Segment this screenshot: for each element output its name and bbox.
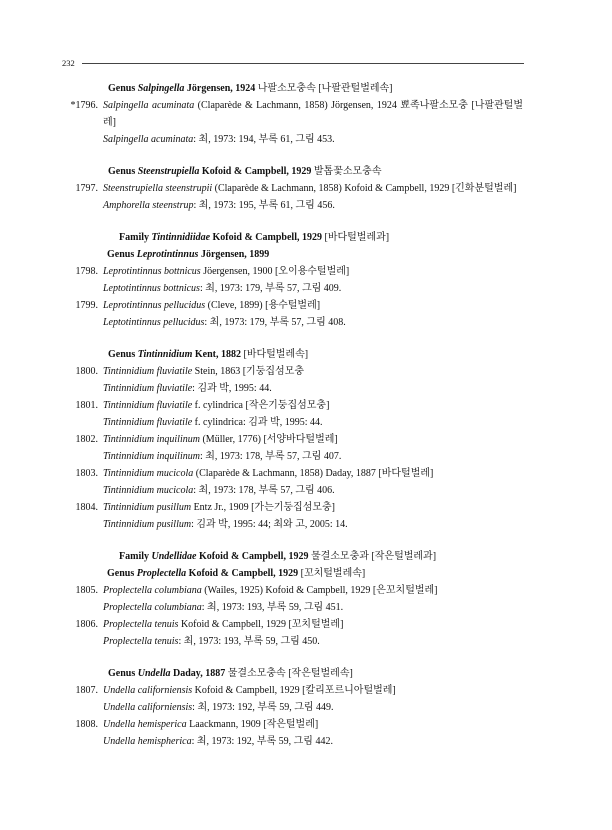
species-author-korean: (Wailes, 1925) Kofoid & Campbell, 1929 [은꼬치털벌레]	[201, 585, 438, 596]
entry-number: 1805.	[75, 585, 98, 596]
taxon-section	[0, 548, 612, 650]
species-author-korean: Kofoid & Campbell, 1929 [꼬치털벌레]	[178, 619, 344, 630]
synonym-line	[103, 633, 523, 650]
synonym-name: Leptotintinnus bottnicus	[103, 283, 200, 294]
korean-name: [꼬치털벌레속]	[298, 568, 366, 579]
species-name: Steenstrupiella steenstrupii	[103, 183, 213, 194]
species-line	[103, 682, 523, 699]
taxon-author: Kofoid & Campbell, 1929	[210, 232, 322, 243]
species-entry	[0, 297, 612, 331]
entry-number: 1806.	[75, 619, 98, 630]
taxon-author: Jörgensen, 1924	[184, 83, 256, 94]
species-line	[103, 465, 523, 482]
korean-name: 물결소모충과 [작은털벌레과]	[308, 551, 437, 562]
taxon-section	[0, 346, 612, 533]
species-name: Undella hemisperica	[103, 719, 187, 730]
species-line	[103, 616, 523, 633]
species-name: Tintinnidium fluviatile	[103, 366, 193, 377]
species-entry	[0, 616, 612, 650]
species-author-korean: (Claparède & Lachmann, 1858) Kofoid & Campbell, 1929 [긴화분털벌레]	[212, 183, 517, 194]
synonym-reference: f. cylindrica: 김과 박, 1995: 44.	[192, 417, 323, 428]
synonym-line	[103, 448, 523, 465]
species-author-korean: (Cleve, 1899) [용수털벌레]	[205, 300, 321, 311]
family-heading	[119, 229, 612, 246]
species-author-korean: (Claparède & Lachmann, 1858) Jörgensen, 1924 뾰족나팔소모충 [나팔관털벌레]	[103, 100, 523, 128]
synonym-reference: : 김과 박, 1995: 44.	[192, 383, 272, 394]
synonym-line	[103, 733, 523, 750]
species-line	[103, 363, 523, 380]
taxon-section	[0, 229, 612, 331]
korean-name: [바다털벌레과]	[321, 232, 390, 243]
taxon-name: Steenstrupiella	[137, 166, 200, 177]
species-author-korean: Jöergensen, 1900 [오이용수털벌레]	[200, 266, 350, 277]
synonym-name: Tintinnidium mucicola	[103, 485, 194, 496]
species-line	[103, 499, 523, 516]
species-line	[103, 180, 523, 197]
synonym-name: Undella hemispherica	[103, 736, 192, 747]
genus-heading	[107, 565, 612, 582]
entry-number: 1799.	[75, 300, 98, 311]
synonym-reference: : 최, 1973: 178, 부록 57, 그림 406.	[193, 485, 335, 496]
taxon-author: Daday, 1887	[170, 668, 226, 679]
synonym-line	[103, 131, 523, 148]
species-line	[103, 397, 523, 414]
species-entry	[0, 397, 612, 431]
synonym-name: Proplectella columbiana	[103, 602, 202, 613]
species-entry	[0, 465, 612, 499]
synonym-reference: : 최, 1973: 193, 부록 59, 그림 451.	[201, 602, 344, 613]
taxon-author: Kent, 1882	[192, 349, 241, 360]
entry-number: 1807.	[75, 685, 98, 696]
section-gap	[0, 650, 612, 665]
genus-heading	[108, 80, 612, 97]
section-gap	[0, 533, 612, 548]
synonym-name: Tintinnidium pusillum	[103, 519, 192, 530]
species-name: Proplectella tenuis	[103, 619, 179, 630]
synonym-reference: : 최, 1973: 178, 부록 57, 그림 407.	[199, 451, 342, 462]
species-name: Proplectella columbiana	[103, 585, 202, 596]
species-line	[103, 431, 523, 448]
taxon-name: Tintinnidiidae	[151, 232, 211, 243]
korean-name: 나팔소모충속 [나팔관털벌레속]	[255, 83, 393, 94]
species-author-korean: Laackmann, 1909 [작은털벌레]	[186, 719, 319, 730]
species-name: Leprotintinnus bottnicus	[103, 266, 201, 277]
synonym-line	[103, 482, 523, 499]
synonym-reference: : 김과 박, 1995: 44; 최와 고, 2005: 14.	[191, 519, 348, 530]
synonym-line	[103, 599, 523, 616]
synonym-name: Tintinnidium inquilinum	[103, 451, 200, 462]
species-name: Leprotintinnus pellucidus	[103, 300, 206, 311]
entry-number: 1802.	[75, 434, 98, 445]
species-name: Tintinnidium mucicola	[103, 468, 194, 479]
synonym-line	[103, 314, 523, 331]
synonym-name: Undella californiensis	[103, 702, 193, 713]
synonym-line	[103, 380, 523, 397]
synonym-line	[103, 280, 523, 297]
checklist-body	[0, 80, 612, 750]
species-author-korean: (Claparède & Lachmann, 1858) Daday, 1887 [바다털벌레]	[193, 468, 434, 479]
korean-name: 발톱꽃소모충속	[311, 166, 382, 177]
rank-label: Genus	[107, 568, 137, 579]
synonym-reference: : 최, 1973: 192, 부록 59, 그림 449.	[192, 702, 334, 713]
synonym-line	[103, 197, 523, 214]
taxon-author: Kofoid & Campbell, 1929	[199, 166, 312, 177]
taxon-name: Tintinnidium	[137, 349, 193, 360]
synonym-reference: : 최, 1973: 195, 부록 61, 그림 456.	[193, 200, 335, 211]
synonym-reference: : 최, 1973: 192, 부록 59, 그림 442.	[191, 736, 333, 747]
taxon-author: Kofoid & Campbell, 1929	[196, 551, 309, 562]
species-author-korean: Kofoid & Campbell, 1929 [칼리포르니아털벌레]	[192, 685, 396, 696]
header-rule	[82, 63, 524, 64]
species-entry	[0, 363, 612, 397]
synonym-reference: : 최, 1973: 179, 부록 57, 그림 408.	[204, 317, 346, 328]
taxon-name: Undella	[137, 668, 171, 679]
genus-heading	[108, 163, 612, 180]
species-name: Tintinnidium inquilinum	[103, 434, 200, 445]
taxon-section	[0, 80, 612, 148]
synonym-name: Leptotintinnus pellucidus	[103, 317, 205, 328]
rank-label: Family	[119, 232, 152, 243]
synonym-name: Tintinnidium fluviatile	[103, 417, 193, 428]
entry-number: 1800.	[75, 366, 98, 377]
entry-number: *1796.	[70, 100, 98, 111]
species-entry	[0, 499, 612, 533]
synonym-reference: : 최, 1973: 179, 부록 57, 그림 409.	[199, 283, 342, 294]
synonym-name: Salpingella acuminata	[103, 134, 194, 145]
entry-number: 1808.	[75, 719, 98, 730]
species-entry	[0, 682, 612, 716]
korean-name: 물결소모충속 [작은털벌레속]	[225, 668, 353, 679]
species-entry	[0, 582, 612, 616]
family-heading	[119, 548, 612, 565]
taxon-section	[0, 665, 612, 750]
rank-label: Genus	[107, 249, 137, 260]
species-line	[103, 297, 523, 314]
species-line	[103, 582, 523, 599]
species-name: Tintinnidium pusillum	[103, 502, 192, 513]
korean-name: [바다털벌레속]	[241, 349, 309, 360]
species-entry	[0, 431, 612, 465]
species-author-korean: f. cylindrica [작은기둥집섬모충]	[192, 400, 330, 411]
genus-heading	[108, 665, 612, 682]
species-name: Salpingella acuminata	[103, 100, 195, 111]
species-author-korean: Stein, 1863 [기둥집섬모충	[192, 366, 305, 377]
rank-label: Genus	[108, 166, 138, 177]
rank-label: Genus	[108, 83, 138, 94]
species-entry	[0, 97, 612, 148]
synonym-line	[103, 699, 523, 716]
synonym-reference: : 최, 1973: 193, 부록 59, 그림 450.	[178, 636, 320, 647]
taxon-name: Proplectella	[136, 568, 187, 579]
entry-number: 1804.	[75, 502, 98, 513]
synonym-reference: : 최, 1973: 194, 부록 61, 그림 453.	[193, 134, 335, 145]
genus-heading	[108, 346, 612, 363]
rank-label: Family	[119, 551, 152, 562]
synonym-line	[103, 414, 523, 431]
species-author-korean: (Müller, 1776) [서양바다털벌레]	[199, 434, 338, 445]
species-entry	[0, 716, 612, 750]
page-number: 232	[62, 58, 75, 68]
synonym-name: Amphorella steenstrup	[103, 200, 194, 211]
rank-label: Genus	[108, 668, 138, 679]
species-line	[103, 263, 523, 280]
entry-number: 1801.	[75, 400, 98, 411]
rank-label: Genus	[108, 349, 138, 360]
genus-heading	[107, 246, 612, 263]
species-author-korean: Entz Jr., 1909 [가는기둥집섬모충]	[191, 502, 336, 513]
taxon-author: Kofoid & Campbell, 1929	[186, 568, 299, 579]
entry-number: 1797.	[75, 183, 98, 194]
species-entry	[0, 180, 612, 214]
species-line	[103, 97, 523, 131]
species-line	[103, 716, 523, 733]
taxon-section	[0, 163, 612, 214]
section-gap	[0, 214, 612, 229]
taxon-name: Salpingella	[137, 83, 185, 94]
species-name: Undella californiensis	[103, 685, 193, 696]
synonym-name: Proplectella tenuis	[103, 636, 179, 647]
synonym-line	[103, 516, 523, 533]
section-gap	[0, 148, 612, 163]
taxon-name: Leprotintinnus	[136, 249, 199, 260]
species-name: Tintinnidium fluviatile	[103, 400, 193, 411]
synonym-name: Tintinnidium fluviatile	[103, 383, 193, 394]
species-entry	[0, 263, 612, 297]
entry-number: 1798.	[75, 266, 98, 277]
section-gap	[0, 331, 612, 346]
taxon-author: Jörgensen, 1899	[198, 249, 270, 260]
taxon-name: Undellidae	[151, 551, 197, 562]
entry-number: 1803.	[75, 468, 98, 479]
